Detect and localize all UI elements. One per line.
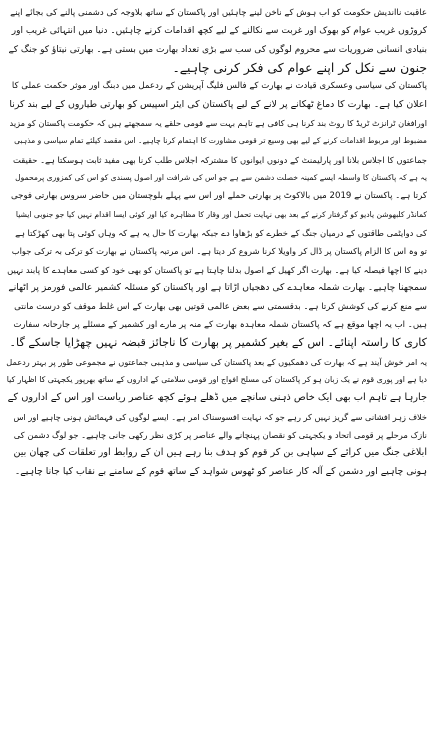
text-line: ہیں۔ اب یہ اچھا موقع ہے کہ پاکستان شملہ معاہدہ بھارت کے منہ پر مارے اور کشمیر کے مسئلے پر جارحانہ سفارت <box>13 319 427 330</box>
text-line: یہ امر خوش آیند ہے کہ بھارت کی دھمکیوں کے بعد پاکستان کی سیاسی و مذہبی جماعتوں نے مجموعی طور پر بہتر ردعمل <box>6 356 427 367</box>
text-line: بنیادی انسانی ضروریات سے محروم لوگوں کی سب سے بڑی تعداد بھارت میں بستی ہے۔ بھارتی نیتاؤ کو جنگ کے <box>8 44 427 55</box>
text-line: جنون سے نکل کر اپنے عوام کی فکر کرنی چاہیے۔ <box>172 60 427 76</box>
text-line: کاری کا راستہ اپنائے۔ اس کے بغیر کشمیر پر بھارت کا ناجائز قبضہ نہیں چھڑایا جاسکے گا۔ <box>9 336 427 350</box>
text-line: جارہا ہے تاہم اب بھی ایک خاص ذہنی سانچے میں ڈھلے ہوئے کچھ عناصر ریاست اور اس کے اداروں کے <box>7 392 427 404</box>
text-line: نازک مرحلے پر قومی اتحاد و یکجہتی کو نقصان پہنچانے والے عناصر پر کڑی نظر رکھی جانی چاہیے۔ جو لوگ دشمن کی <box>13 429 427 440</box>
text-line: اعلان کیا ہے۔ بھارت کا دماغ ٹھکانے پر لانے کے لیے پاکستان کی ایئر اسپیس کو بھارتی طیاروں کے لیے بند کرنا <box>9 98 427 110</box>
text-line: دیا ہے اور پوری قوم نے یک زبان ہو کر پاکستان کی مسلح افواج اور قومی سلامتی کے اداروں کے ساتھ بھرپور یکجہتی کا اظہار کیا <box>6 374 427 384</box>
text-line: سے منع کرنے کی کوشش کرتا ہے۔ بدقسمتی سے بعض عالمی قوتیں بھی بھارت کے اس غلط موقف کو درست مانتی <box>14 301 427 312</box>
text-line: یہ ہے کہ پاکستان کا واسطہ ایسے کمینہ خصلت دشمن سے ہے جو اس کی شرافت اور اصول پسندی کو اس کی کمزوری پرمحمول <box>15 173 427 183</box>
text-line: کی دوایٹمی طاقتوں کے درمیان جنگ کے خطرے کو بڑھاوا دے جبکہ بھارت کا حال یہ ہے کہ وہاں کوئی پتا بھی کھڑکتا ہے <box>15 228 427 239</box>
text-line: دینے کا اچھا فیصلہ کیا ہے۔ بھارت اگر کھیل کے اصول بدلنا چاہتا ہے تو پاکستان کو بھی خود کو کسی معاہدے کا پابند نہیں <box>7 264 427 275</box>
text-line: جماعتوں کا اجلاس بلانا اور پارلیمنٹ کے دونوں ایوانوں کا مشترکہ اجلاس طلب کرنا بھی مفید ثابت ہوسکتا ہے۔ حقیقت <box>13 154 427 165</box>
article-paragraph-3 <box>6 353 427 481</box>
text-line: کمانڈر کلبھوشن یادیو کو گرفتار کرنے کے بعد بھی نہایت تحمل اور وقار کا مظاہرہ کیا اور کوئی ایسا اقدام نہیں کیا جو جنوبی ایشیا <box>15 209 427 219</box>
article-paragraph-1 <box>6 4 427 77</box>
text-line: کرتا ہے۔ پاکستان نے 2019 میں بالاکوٹ پر بھارتی حملے اور اس سے پہلے بلوچستان میں حاضر سروس بھارتی فوجی <box>11 191 427 202</box>
text-line: مضبوط اور مربوط اقدامات کرنے کے لیے بھی وسیع تر قومی مشاورت کا اہتمام کرنا چاہیے۔ اس مقصد کیلئے تمام سیاسی و مذہبی <box>14 136 427 146</box>
text-line: خلاف زہر افشانی سے گریز نہیں کر رہے جو کہ نہایت افسوسناک امر ہے۔ ایسے لوگوں کی فہمائش ہونی چاہیے اور اس <box>13 411 427 422</box>
text-line: پاکستان کی سیاسی وعسکری قیادت نے بھارت کے فالس فلیگ آپریشن کے ردعمل میں دبنگ اور موثر حکمت عملی کا <box>11 81 427 92</box>
text-line: کروڑوں غریب عوام کو بھوک اور غربت سے نکالنے کے لیے کچھ اقدامات کرنے چاہئیں۔ دنیا میں انتہائی غریب اور <box>11 26 427 37</box>
text-line: اورافغان ٹرانزٹ ٹریڈ کا روٹ بند کرنا ہی کافی ہے تاہم بہت سے قومی حلقے یہ سمجھتے ہیں کہ حکومت پاکستان کو مزید <box>9 118 427 129</box>
text-line: عاقبت نااندیش حکومت کو اب ہوش کے ناخن لینے چاہئیں اور پاکستان کے ساتھ بلاوجہ کی دشمنی پالنے کی بجائے اپنے <box>10 8 427 18</box>
article-paragraph-2 <box>6 77 427 352</box>
urdu-article-body <box>6 4 427 481</box>
text-line: تو وہ اس کا الزام پاکستان پر ڈال کر واویلا کرنا شروع کر دیتا ہے۔ اس مرتبہ پاکستان نے بھارت کو ترکی بہ ترکی جواب <box>11 246 427 257</box>
text-line: ہونی چاہیے اور دشمن کے آلہ کار عناصر کو ٹھوس شواہد کے ساتھ قوم کے سامنے بے نقاب کیا جانا چاہیے۔ <box>14 465 427 477</box>
text-line: ابلاغی جنگ میں کرائے کے سپاہی بن کر قوم کو ہدف بنا رہے ہیں ان کے روابط اور تعلقات کی چھان بین <box>13 447 427 459</box>
text-line: سمجھنا چاہیے۔ بھارت شملہ معاہدے کی دھجیاں اڑاتا ہے اور پاکستان کو مسئلہ کشمیر عالمی فورمز پر اٹھانے <box>8 282 427 294</box>
